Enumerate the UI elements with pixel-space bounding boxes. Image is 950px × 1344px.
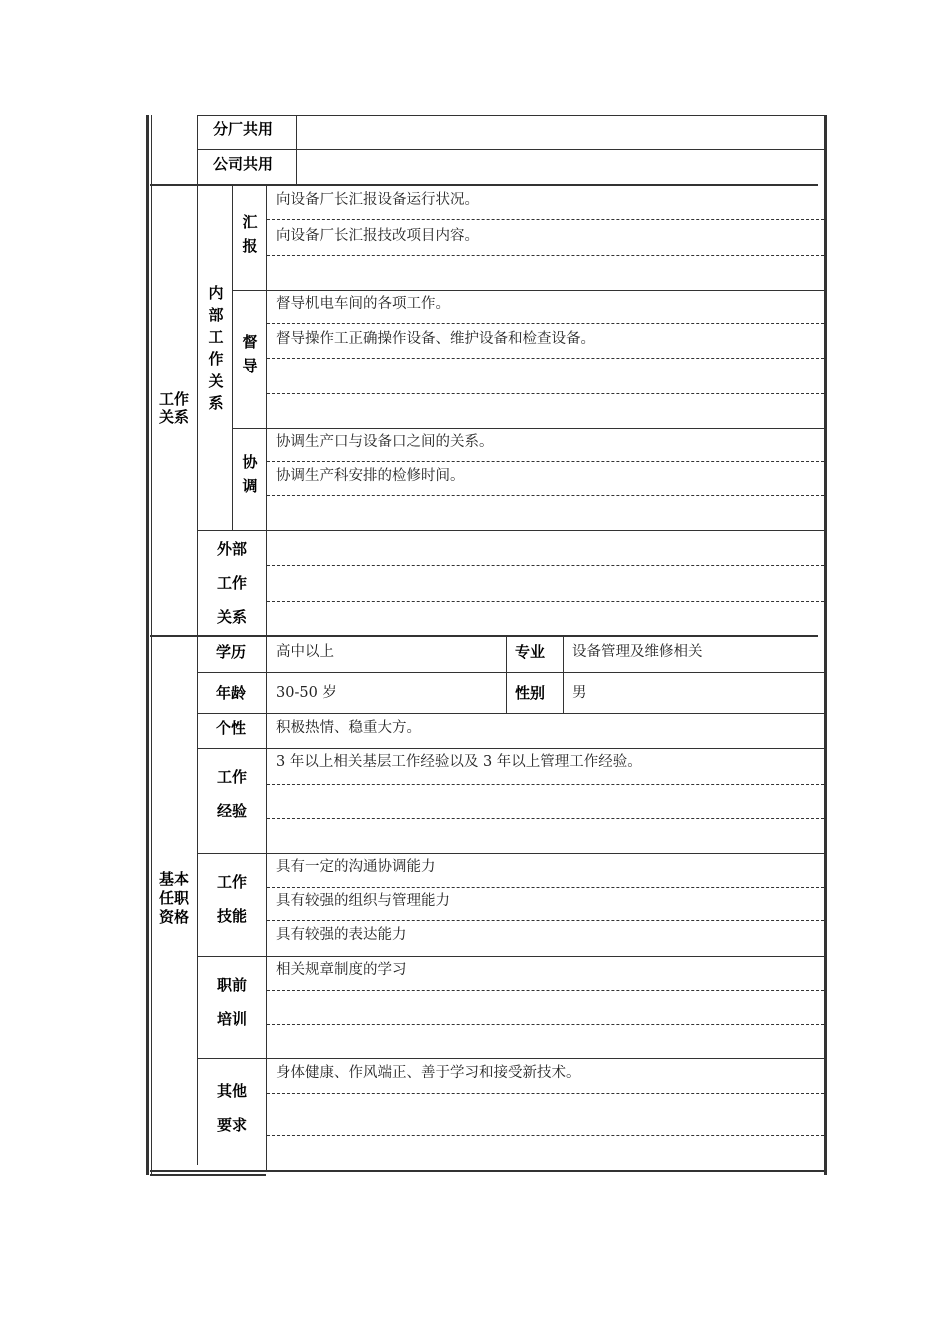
skills-label: 工作 技能: [216, 873, 247, 925]
experience-dash-2: [267, 818, 824, 819]
section-divider-relations: [150, 184, 818, 186]
row-line-top: [197, 149, 824, 150]
training-dash-1: [267, 990, 824, 991]
outer-right-border: [824, 115, 827, 1175]
skills-item-2: 具有较强的组织与管理能力: [276, 893, 450, 909]
coordinate-dash-2: [267, 495, 824, 496]
row-line-supervise: [232, 428, 824, 429]
skills-item-1: 具有一定的沟通协调能力: [276, 859, 436, 875]
external-dash-2: [267, 601, 824, 602]
col-line-content: [266, 185, 267, 1170]
other-dash-2: [267, 1135, 824, 1136]
coordinate-item-1: 协调生产口与设备口之间的关系。: [276, 434, 494, 450]
row-line-education: [197, 672, 824, 673]
row-line-training: [197, 1058, 824, 1059]
major-label: 专业: [515, 643, 546, 661]
other-dash-1: [267, 1093, 824, 1094]
other-label: 其他 要求: [216, 1082, 247, 1134]
gender-label: 性别: [515, 684, 546, 702]
company-shared-label: 公司共用: [213, 155, 274, 173]
outer-left-border-inner: [151, 115, 152, 1175]
major-value: 设备管理及维修相关: [572, 644, 703, 660]
coordinate-label: 协 调: [242, 453, 258, 495]
branch-shared-label: 分厂共用: [213, 120, 274, 138]
experience-dash-1: [267, 784, 824, 785]
coordinate-item-2: 协调生产科安排的检修时间。: [276, 468, 465, 484]
top-border: [197, 115, 826, 116]
outer-left-border: [146, 115, 149, 1175]
personality-value: 积极热情、稳重大方。: [276, 720, 421, 736]
personality-label: 个性: [216, 719, 247, 737]
skills-dash-1: [267, 887, 824, 888]
bottom-border: [150, 1170, 826, 1172]
supervise-item-1: 督导机电车间的各项工作。: [276, 296, 450, 312]
training-dash-2: [267, 1024, 824, 1025]
training-label: 职前 培训: [216, 976, 247, 1028]
experience-item-1: 3 年以上相关基层工作经验以及 3 年以上管理工作经验。: [276, 754, 642, 770]
age-value: 30-50 岁: [276, 685, 337, 701]
row-line-internal-end: [197, 530, 824, 531]
skills-dash-2: [267, 920, 824, 921]
row-line-age: [197, 713, 824, 714]
section-divider-qualifications: [150, 635, 818, 637]
internal-relations-label: 内 部 工 作 关 系: [208, 284, 224, 412]
col-line-content-top: [296, 115, 297, 185]
report-label: 汇 报: [242, 213, 258, 255]
row-line-personality: [197, 748, 824, 749]
other-item-1: 身体健康、作风端正、善于学习和接受新技术。: [276, 1065, 581, 1081]
row-line-skills: [197, 956, 824, 957]
supervise-dash-3: [267, 393, 824, 394]
education-value: 高中以上: [276, 644, 334, 660]
col-line-internal: [232, 185, 233, 530]
education-label: 学历: [216, 643, 247, 661]
row-line-experience: [197, 853, 824, 854]
supervise-dash-1: [267, 323, 824, 324]
training-item-1: 相关规章制度的学习: [276, 962, 407, 978]
report-dash-2: [267, 255, 824, 256]
gender-value: 男: [572, 685, 587, 701]
col-line-label: [197, 115, 198, 1165]
coordinate-dash-1: [267, 461, 824, 462]
row-line-report: [232, 290, 824, 291]
qualifications-label: 基本 任职 资格: [158, 870, 189, 926]
col-line-major-left: [506, 636, 507, 713]
report-item-2: 向设备厂长汇报技改项目内容。: [276, 228, 479, 244]
age-label: 年龄: [216, 684, 247, 702]
report-item-1: 向设备厂长汇报设备运行状况。: [276, 192, 479, 208]
supervise-dash-2: [267, 358, 824, 359]
skills-item-3: 具有较强的表达能力: [276, 927, 407, 943]
supervise-label: 督 导: [242, 333, 258, 375]
report-dash-1: [267, 219, 824, 220]
col-line-major-right: [563, 636, 564, 713]
work-relations-label: 工作 关系: [158, 390, 189, 426]
supervise-item-2: 督导操作工正确操作设备、维护设备和检查设备。: [276, 331, 595, 347]
experience-label: 工作 经验: [216, 768, 247, 820]
external-dash-1: [267, 565, 824, 566]
bottom-border-left: [150, 1174, 266, 1176]
external-relations-label: 外部 工作 关系: [216, 540, 247, 626]
